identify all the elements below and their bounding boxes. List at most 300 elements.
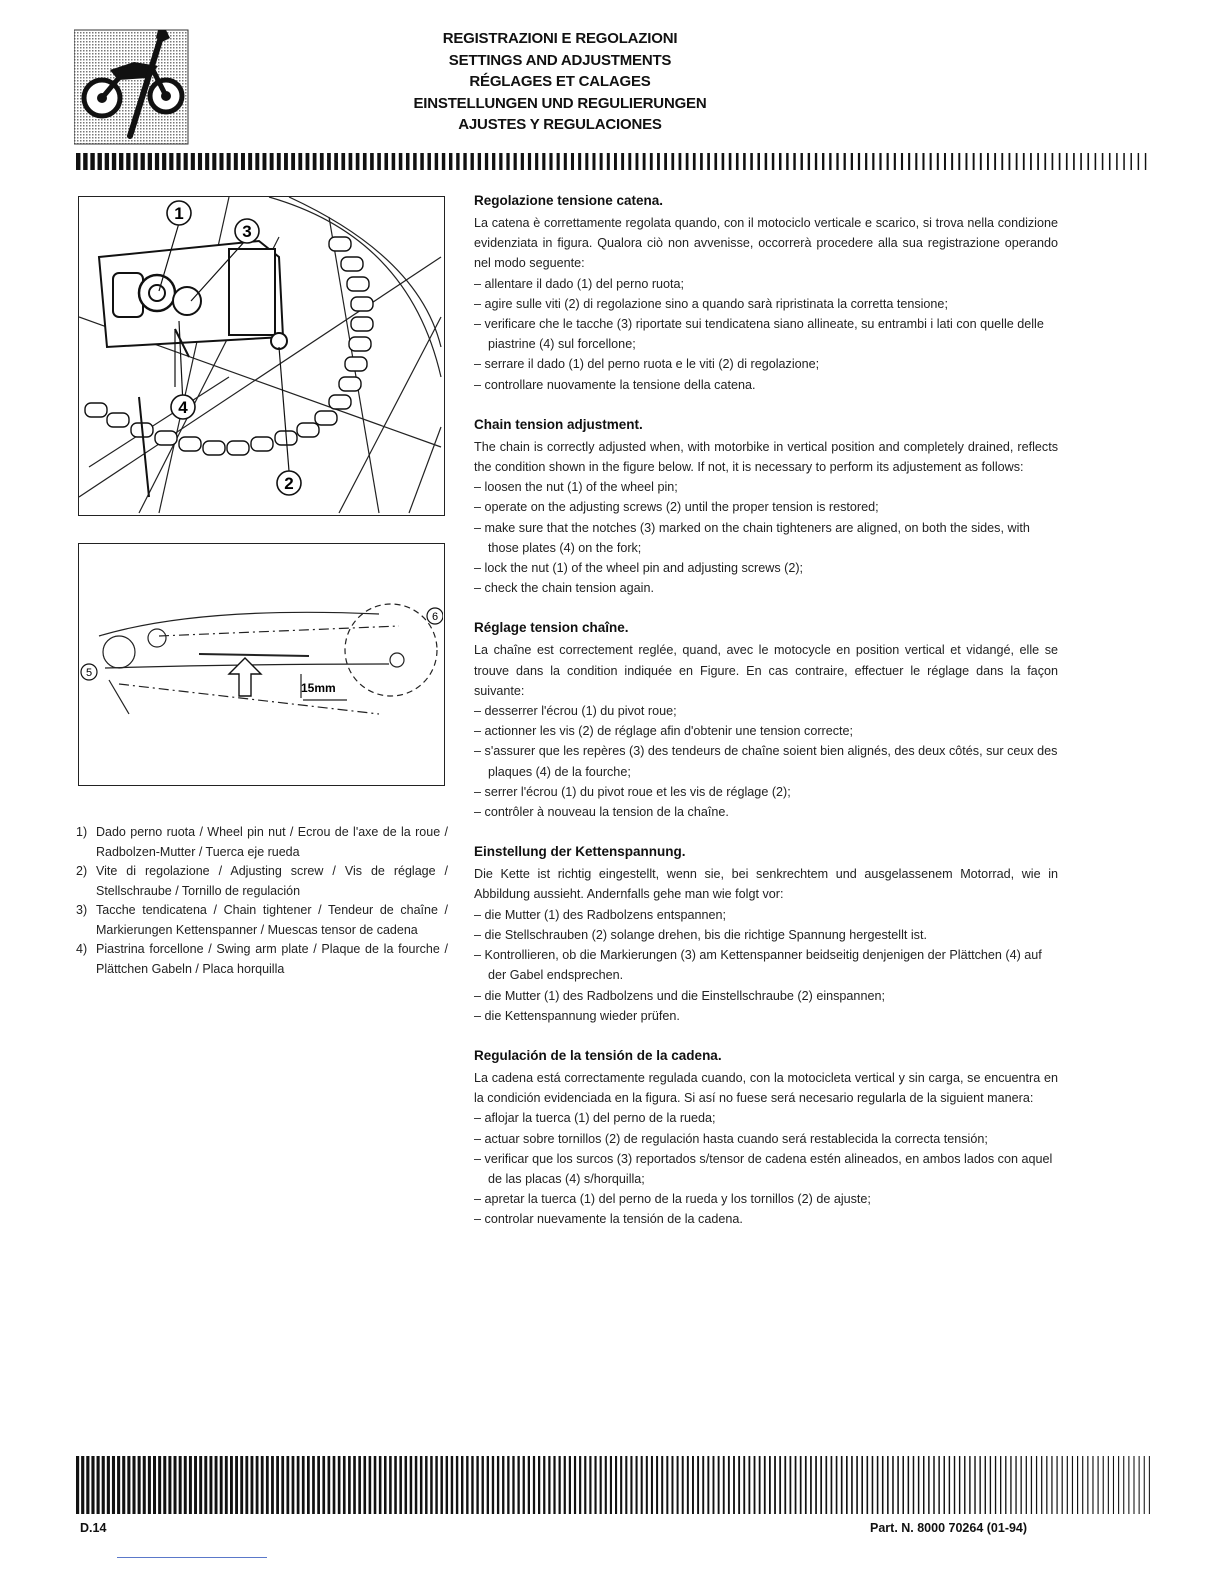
bar-mark — [1051, 1456, 1052, 1514]
bar-mark — [451, 1456, 453, 1514]
bar-mark — [328, 1456, 331, 1514]
step-item: – allentare il dado (1) del perno ruota; — [474, 274, 1058, 294]
bar-mark — [1041, 1456, 1042, 1514]
bar-mark — [729, 153, 732, 170]
bar-mark — [656, 1456, 658, 1514]
bar-mark — [872, 1456, 874, 1514]
bar-mark — [117, 1456, 120, 1514]
bar-mark — [435, 1456, 437, 1514]
bar-mark — [697, 1456, 699, 1514]
step-item: – Kontrollieren, ob die Markierungen (3) am Kettenspanner beidseitig denjenigen der Plättchen (4) auf der Gabel endsprechen. — [474, 945, 1058, 985]
bar-mark — [844, 153, 846, 170]
bar-mark — [944, 153, 946, 170]
bar-mark — [523, 1456, 525, 1514]
header-rule-bars — [76, 153, 1152, 170]
bar-mark — [263, 153, 267, 170]
bar-mark — [985, 1456, 986, 1514]
bar-mark — [579, 1456, 581, 1514]
bar-mark — [1036, 1456, 1037, 1514]
steps-list — [474, 274, 1058, 395]
bar-mark — [1138, 153, 1139, 170]
bar-mark — [808, 153, 810, 170]
bar-mark — [1116, 153, 1118, 170]
step-item: – operate on the adjusting screws (2) until the proper tension is restored; — [474, 497, 1058, 517]
bar-mark — [607, 153, 610, 170]
bar-mark — [191, 153, 195, 170]
section-german — [474, 843, 1058, 1026]
bar-mark — [877, 1456, 879, 1514]
bar-mark — [707, 1456, 709, 1514]
bar-mark — [795, 1456, 797, 1514]
bar-mark — [241, 153, 245, 170]
bar-mark — [1052, 153, 1054, 170]
bar-mark — [415, 1456, 418, 1514]
bar-mark — [954, 1456, 955, 1514]
bar-mark — [643, 153, 646, 170]
bar-mark — [1016, 153, 1018, 170]
bar-mark — [700, 153, 703, 170]
legend-text: Vite di regolazione / Adjusting screw / Vis de réglage / Stellschraube / Tornillo de regulación — [96, 864, 448, 898]
bar-mark — [923, 1456, 924, 1514]
bar-mark — [298, 153, 302, 170]
bar-mark — [148, 1456, 151, 1514]
bar-mark — [990, 1456, 991, 1514]
step-item: – aflojar la tuerca (1) del perno de la rueda; — [474, 1108, 1058, 1128]
bar-mark — [212, 153, 216, 170]
bar-mark — [671, 1456, 673, 1514]
section-heading: Regolazione tensione catena. — [474, 193, 664, 208]
bar-mark — [646, 1456, 648, 1514]
bar-mark — [270, 153, 274, 170]
bar-mark — [363, 153, 367, 170]
step-item: – agire sulle viti (2) di regolazione sino a quando sarà ripristinata la corretta tensione; — [474, 294, 1058, 314]
bar-mark — [176, 153, 180, 170]
bar-mark — [1113, 1456, 1114, 1514]
bar-mark — [736, 153, 739, 170]
bar-mark — [930, 153, 932, 170]
step-item: – die Mutter (1) des Radbolzens und die Einstellschraube (2) einspannen; — [474, 986, 1058, 1006]
footer-barcode-bars — [76, 1456, 1154, 1514]
bar-mark — [248, 153, 252, 170]
bar-mark — [369, 1456, 372, 1514]
bar-mark — [528, 153, 531, 170]
bar-mark — [281, 1456, 284, 1514]
bar-mark — [245, 1456, 248, 1514]
title-italian: REGISTRAZIONI E REGOLAZIONI — [442, 30, 678, 47]
bar-mark — [841, 1456, 843, 1514]
bar-mark — [1080, 153, 1082, 170]
bar-mark — [944, 1456, 945, 1514]
bar-mark — [379, 1456, 382, 1514]
bar-mark — [507, 1456, 509, 1514]
bar-mark — [987, 153, 989, 170]
bar-mark — [179, 1456, 182, 1514]
bar-mark — [707, 153, 710, 170]
bar-mark — [338, 1456, 341, 1514]
bar-mark — [965, 153, 967, 170]
bar-mark — [664, 153, 667, 170]
bar-mark — [97, 1456, 100, 1514]
page-titles — [330, 28, 790, 136]
bar-mark — [471, 153, 474, 170]
bar-mark — [867, 1456, 869, 1514]
bar-mark — [1082, 1456, 1083, 1514]
legend-item — [76, 940, 448, 979]
section-english — [474, 416, 1058, 599]
bar-mark — [722, 153, 725, 170]
bar-mark — [851, 153, 853, 170]
bar-mark — [892, 1456, 894, 1514]
bar-mark — [449, 153, 452, 170]
bar-mark — [492, 153, 495, 170]
bar-mark — [251, 1456, 254, 1514]
bar-mark — [836, 1456, 838, 1514]
bar-mark — [902, 1456, 904, 1514]
bar-mark — [820, 1456, 822, 1514]
bar-mark — [312, 1456, 315, 1514]
bar-mark — [882, 1456, 884, 1514]
bar-mark — [456, 1456, 458, 1514]
bar-mark — [974, 1456, 975, 1514]
bar-mark — [671, 153, 674, 170]
bar-mark — [184, 153, 188, 170]
steps-list — [474, 701, 1058, 822]
bar-mark — [155, 153, 159, 170]
bar-mark — [964, 1456, 965, 1514]
bar-mark — [356, 153, 360, 170]
bar-mark — [728, 1456, 730, 1514]
section-heading: Einstellung der Kettenspannung. — [474, 844, 686, 860]
bar-mark — [1149, 1456, 1150, 1514]
bar-mark — [227, 153, 231, 170]
bar-mark — [83, 153, 87, 170]
bar-mark — [399, 1456, 402, 1514]
callout-3: 3 — [242, 222, 252, 241]
bar-mark — [958, 153, 960, 170]
step-item: – controllare nuovamente la tensione della catena. — [474, 375, 1058, 395]
bar-mark — [425, 1456, 427, 1514]
bar-mark — [1037, 153, 1039, 170]
bar-mark — [1133, 1456, 1134, 1514]
bar-mark — [589, 1456, 591, 1514]
bar-mark — [1109, 153, 1111, 170]
header-rule — [76, 153, 1152, 170]
bar-mark — [133, 153, 137, 170]
bar-mark — [621, 153, 624, 170]
bar-mark — [255, 153, 259, 170]
bar-mark — [887, 153, 889, 170]
bar-mark — [348, 1456, 351, 1514]
bar-mark — [743, 153, 746, 170]
bar-mark — [514, 153, 517, 170]
bar-mark — [829, 153, 831, 170]
bar-mark — [600, 153, 603, 170]
bar-mark — [585, 153, 588, 170]
bar-mark — [1128, 1456, 1129, 1514]
bar-mark — [277, 153, 281, 170]
bar-mark — [209, 1456, 212, 1514]
bar-mark — [887, 1456, 889, 1514]
bar-mark — [592, 153, 595, 170]
bar-mark — [542, 153, 545, 170]
bar-mark — [1030, 153, 1032, 170]
bar-mark — [979, 1456, 980, 1514]
bar-mark — [1123, 153, 1125, 170]
bar-mark — [410, 1456, 413, 1514]
callout-5: 5 — [85, 667, 93, 679]
section-italian — [474, 192, 1058, 395]
bar-mark — [313, 153, 317, 170]
bar-mark — [234, 153, 238, 170]
footer-barcode — [76, 1456, 1154, 1514]
bar-mark — [535, 153, 538, 170]
bar-mark — [628, 153, 631, 170]
bar-mark — [446, 1456, 448, 1514]
bar-mark — [858, 153, 860, 170]
bar-mark — [1102, 153, 1104, 170]
bar-mark — [1026, 1456, 1027, 1514]
bar-mark — [801, 153, 803, 170]
bar-mark — [261, 1456, 264, 1514]
bar-mark — [625, 1456, 627, 1514]
bar-mark — [651, 1456, 653, 1514]
bar-mark — [754, 1456, 756, 1514]
bar-mark — [297, 1456, 300, 1514]
section-intro: The chain is correctly adjusted when, with motorbike in vertical position and completely drained, reflects the condition shown in the figure below. If not, it is necessary to perform its adjustement as follows: — [474, 439, 1058, 475]
bar-mark — [141, 153, 145, 170]
bar-mark — [559, 1456, 561, 1514]
bar-mark — [132, 1456, 135, 1514]
step-item: – actionner les vis (2) de réglage afin d'obtenir une tension correcte; — [474, 721, 1058, 741]
bar-mark — [471, 1456, 473, 1514]
bar-mark — [723, 1456, 725, 1514]
callout-1: 1 — [174, 204, 184, 223]
section-heading: Regulación de la tensión de la cadena. — [474, 1047, 722, 1063]
bar-mark — [959, 1456, 960, 1514]
bar-mark — [605, 1456, 607, 1514]
step-item: – verificar que los surcos (3) reportados s/tensor de cadena estén alineados, en ambos lados con aquel de las placas (4) s/horquilla; — [474, 1149, 1058, 1189]
bar-mark — [220, 1456, 223, 1514]
bar-mark — [485, 153, 488, 170]
bar-mark — [661, 1456, 663, 1514]
legend-number: 1) — [76, 825, 88, 839]
bar-mark — [1144, 1456, 1145, 1514]
bar-mark — [969, 1456, 970, 1514]
bar-mark — [1123, 1456, 1124, 1514]
bar-mark — [913, 1456, 915, 1514]
figure-chain-slack — [78, 543, 445, 786]
bar-mark — [831, 1456, 833, 1514]
bar-mark — [743, 1456, 745, 1514]
bar-mark — [879, 153, 881, 170]
bar-mark — [825, 1456, 827, 1514]
bar-mark — [1077, 1456, 1078, 1514]
callout-6: 6 — [431, 611, 439, 623]
bar-mark — [578, 153, 581, 170]
bar-mark — [915, 153, 917, 170]
bar-mark — [786, 153, 788, 170]
bar-mark — [349, 153, 353, 170]
step-item: – actuar sobre tornillos (2) de regulación hasta cuando será restablecida la correcta tensión; — [474, 1129, 1058, 1149]
figure-chain-detail — [78, 196, 445, 516]
step-item: – desserrer l'écrou (1) du pivot roue; — [474, 701, 1058, 721]
bar-mark — [219, 153, 223, 170]
bar-mark — [1066, 153, 1068, 170]
bar-mark — [861, 1456, 863, 1514]
bar-mark — [564, 153, 567, 170]
bar-mark — [856, 1456, 858, 1514]
bar-mark — [1073, 153, 1075, 170]
bar-mark — [230, 1456, 233, 1514]
bar-mark — [995, 1456, 996, 1514]
bar-mark — [107, 1456, 110, 1514]
bar-mark — [594, 1456, 596, 1514]
bar-mark — [851, 1456, 853, 1514]
bar-mark — [487, 1456, 489, 1514]
bar-mark — [461, 1456, 463, 1514]
bar-mark — [693, 153, 696, 170]
legend-number: 2) — [76, 864, 88, 878]
callout-4: 4 — [178, 398, 188, 417]
bar-mark — [757, 153, 760, 170]
bar-mark — [553, 1456, 555, 1514]
bar-mark — [384, 153, 388, 170]
bar-mark — [897, 1456, 899, 1514]
bar-mark — [199, 1456, 202, 1514]
bar-mark — [973, 153, 975, 170]
section-intro: La chaîne est correctement reglée, quand, avec le motocycle en position vertical et vidangé, elle se trouve dans la condition indiquée en Figure. En cas contraire, effectuer le réglage dans la façon suivante: — [474, 643, 1058, 698]
measure-label: 15mm — [301, 681, 336, 695]
bar-mark — [81, 1456, 84, 1514]
bar-mark — [610, 1456, 612, 1514]
bar-mark — [1130, 153, 1131, 170]
bar-mark — [205, 153, 209, 170]
bar-mark — [865, 153, 867, 170]
bar-mark — [714, 153, 717, 170]
bar-mark — [928, 1456, 929, 1514]
title-spanish: AJUSTES Y REGULACIONES — [458, 116, 662, 133]
bar-mark — [521, 153, 524, 170]
bar-mark — [1092, 1456, 1093, 1514]
bar-mark — [810, 1456, 812, 1514]
bar-mark — [543, 1456, 545, 1514]
bar-mark — [636, 1456, 638, 1514]
bar-mark — [478, 153, 481, 170]
bar-mark — [276, 1456, 279, 1514]
bar-mark — [420, 153, 423, 170]
bar-mark — [679, 153, 682, 170]
bar-mark — [784, 1456, 786, 1514]
bar-mark — [286, 1456, 289, 1514]
steps-list — [474, 1108, 1058, 1229]
legend-item — [76, 901, 448, 940]
bar-mark — [266, 1456, 269, 1514]
bar-mark — [718, 1456, 720, 1514]
bar-mark — [1023, 153, 1025, 170]
bar-mark — [389, 1456, 392, 1514]
callout-2: 2 — [284, 474, 294, 493]
bar-mark — [174, 1456, 177, 1514]
bar-mark — [641, 1456, 643, 1514]
motorcycle-wrench-icon — [74, 26, 190, 146]
bar-mark — [1108, 1456, 1109, 1514]
bar-mark — [1062, 1456, 1063, 1514]
bar-mark — [307, 1456, 310, 1514]
bar-mark — [333, 1456, 336, 1514]
bar-mark — [1098, 1456, 1099, 1514]
bar-mark — [1059, 153, 1061, 170]
bar-mark — [153, 1456, 156, 1514]
bar-mark — [774, 1456, 776, 1514]
bar-mark — [614, 153, 617, 170]
bar-mark — [476, 1456, 478, 1514]
bar-mark — [302, 1456, 305, 1514]
bar-mark — [138, 1456, 141, 1514]
step-item: – die Mutter (1) des Radbolzens entspannen; — [474, 905, 1058, 925]
bar-mark — [650, 153, 653, 170]
bar-mark — [528, 1456, 530, 1514]
bar-mark — [122, 1456, 125, 1514]
step-item: – controlar nuevamente la tensión de la cadena. — [474, 1209, 1058, 1229]
bar-mark — [169, 153, 173, 170]
bar-mark — [569, 1456, 571, 1514]
legend-number: 3) — [76, 903, 88, 917]
bar-mark — [499, 153, 502, 170]
bar-mark — [937, 153, 939, 170]
bar-mark — [533, 1456, 535, 1514]
bar-mark — [497, 1456, 499, 1514]
bar-mark — [1087, 153, 1089, 170]
bar-mark — [686, 153, 689, 170]
bar-mark — [666, 1456, 668, 1514]
steps-list — [474, 905, 1058, 1026]
bar-mark — [600, 1456, 602, 1514]
bar-mark — [91, 1456, 94, 1514]
bar-mark — [466, 1456, 468, 1514]
steps-list — [474, 477, 1058, 598]
step-item: – make sure that the notches (3) marked on the chain tighteners are aligned, on both the sides, with those plates (4) on the fork; — [474, 518, 1058, 558]
bar-mark — [384, 1456, 387, 1514]
legend-text: Dado perno ruota / Wheel pin nut / Ecrou de l'axe de la roue / Radbolzen-Mutter / Tuerca eje rueda — [96, 825, 448, 859]
section-intro: Die Kette ist richtig eingestellt, wenn sie, bei senkrechtem und ausgelassenem Motorrad, wie in Abbildung aussieht. Andernfalls gehe man wie folgt vor: — [474, 867, 1058, 902]
bar-mark — [949, 1456, 950, 1514]
bar-mark — [215, 1456, 218, 1514]
bar-mark — [1103, 1456, 1104, 1514]
step-item: – serrer l'écrou (1) du pivot roue et les vis de réglage (2); — [474, 782, 1058, 802]
bar-mark — [162, 153, 166, 170]
bar-mark — [938, 1456, 939, 1514]
bar-mark — [198, 153, 202, 170]
bar-mark — [194, 1456, 197, 1514]
bar-mark — [105, 153, 109, 170]
bar-mark — [240, 1456, 243, 1514]
step-item: – apretar la tuerca (1) del perno de la rueda y los tornillos (2) de ajuste; — [474, 1189, 1058, 1209]
bar-mark — [538, 1456, 540, 1514]
title-french: RÉGLAGES ET CALAGES — [469, 73, 651, 90]
bar-mark — [506, 153, 509, 170]
bottom-divider — [117, 1557, 267, 1558]
bar-mark — [90, 153, 94, 170]
bar-mark — [435, 153, 438, 170]
bar-mark — [620, 1456, 622, 1514]
section-french — [474, 619, 1058, 822]
bar-mark — [76, 1456, 79, 1514]
bar-mark — [374, 1456, 377, 1514]
bar-mark — [564, 1456, 566, 1514]
bar-mark — [405, 1456, 408, 1514]
step-item: – die Kettenspannung wieder prüfen. — [474, 1006, 1058, 1026]
bar-mark — [413, 153, 417, 170]
